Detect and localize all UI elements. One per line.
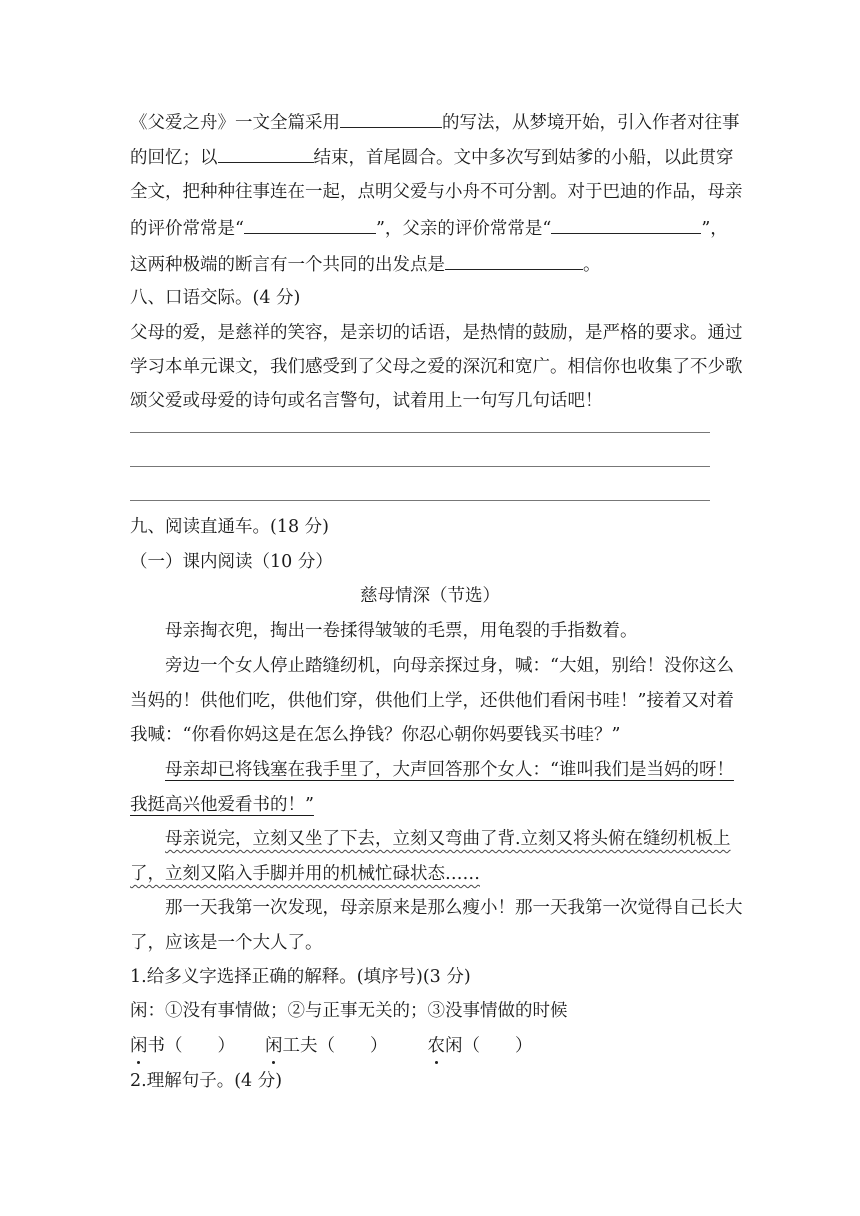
fill-line-1 [130, 109, 740, 135]
fill-text: ”， [701, 219, 728, 239]
section-8-heading: 八、口语交际。(4 分) [130, 288, 301, 308]
fill-text: 结束，首尾圆合。文中多次写到姑爹的小船，以此贯穿 [313, 148, 734, 168]
question-1: 1.给多义字选择正确的解释。(填序号)(3 分) [130, 967, 471, 987]
fill-text: 的写法，从梦境开始，引入作者对往事 [442, 113, 740, 133]
option-xianshu[interactable] [130, 1036, 235, 1056]
question-2: 2.理解句子。(4 分) [130, 1071, 283, 1091]
fill-text: 《父爱之舟》一文全篇采用 [130, 113, 340, 133]
passage-line: 母亲掏衣兜，掏出一卷揉得皱皱的毛票，用龟裂的手指数着。 [165, 621, 638, 641]
question-1-options [130, 1034, 533, 1058]
section-8-text-line: 学习本单元课文，我们感受到了父母之爱的深沉和宽广。相信你也收集了不少歌 [130, 357, 743, 377]
answer-blank[interactable] [218, 144, 314, 163]
fill-line-2 [130, 144, 734, 170]
underlined-sentence-line [165, 758, 734, 782]
answer-blank[interactable] [244, 215, 376, 234]
option-text: 闲 [445, 1036, 463, 1056]
section-9-heading: 九、阅读直通车。(18 分) [130, 517, 329, 537]
fill-text: 的回忆；以 [130, 148, 218, 168]
option-text: 工夫（ ） [282, 1036, 388, 1056]
answer-writing-line[interactable] [130, 500, 710, 501]
answer-blank[interactable] [340, 109, 442, 128]
passage-line: 我喊：“你看你妈这是在怎么挣钱？你忍心朝你妈要钱买书哇？” [130, 725, 621, 745]
option-nongxian[interactable] [428, 1036, 533, 1056]
fill-text: 这两种极端的断言有一个共同的出发点是 [130, 255, 445, 275]
question-1-definitions: 闲：①没有事情做；②与正事无关的；③没事情做的时候 [130, 1001, 568, 1021]
fill-text: 。 [583, 255, 601, 275]
wavy-underlined-text: 了，立刻又陷入手脚并用的机械忙碌状态…… [130, 864, 480, 884]
section-8-text-line: 颂父爱或母爱的诗句或名言警句，试着用上一句写几句话吧！ [130, 391, 603, 411]
emphasis-char: 闲 [265, 1036, 283, 1056]
option-xiangongfu[interactable] [265, 1036, 388, 1056]
emphasis-char: 农 [427, 1036, 445, 1056]
underlined-text: 我挺高兴他爱看书的！” [130, 795, 314, 815]
wavy-sentence-line [165, 827, 731, 851]
option-text: （ ） [462, 1036, 533, 1056]
fill-text: 的评价常常是“ [130, 219, 244, 239]
passage-line: 旁边一个女人停止踏缝纫机，向母亲探过身，喊：“大姐，别给！没你这么 [165, 656, 734, 676]
subsection-heading: （一）课内阅读（10 分） [130, 552, 333, 572]
passage-title: 慈母情深（节选） [360, 586, 500, 606]
passage-line: 那一天我第一次发现，母亲原来是那么瘦小！那一天我第一次觉得自己长大 [165, 898, 743, 918]
passage-line: 当妈的！供他们吃，供他们穿，供他们上学，还供他们看闲书哇！”接着又对着 [130, 691, 734, 711]
wavy-underlined-text: 母亲说完，立刻又坐了下去，立刻又弯曲了背.立刻又将头俯在缝纫机板上 [165, 829, 731, 849]
answer-blank[interactable] [551, 215, 701, 234]
underlined-sentence-line [130, 793, 314, 817]
answer-writing-line[interactable] [130, 466, 710, 467]
section-8-text-line: 父母的爱，是慈祥的笑容，是亲切的话语，是热情的鼓励，是严格的要求。通过 [130, 323, 743, 343]
fill-text: ”，父亲的评价常常是“ [375, 219, 552, 239]
fill-line-4 [130, 215, 728, 241]
option-text: 书（ ） [147, 1036, 235, 1056]
underlined-text: 母亲却已将钱塞在我手里了，大声回答那个女人：“谁叫我们是当妈的呀！ [165, 760, 734, 780]
fill-line-5 [130, 251, 601, 277]
answer-writing-line[interactable] [130, 432, 710, 433]
fill-line-3: 全文，把种种往事连在一起，点明父爱与小舟不可分割。对于巴迪的作品，母亲 [130, 182, 743, 202]
passage-line: 了，应该是一个大人了。 [130, 933, 323, 953]
answer-blank[interactable] [445, 251, 583, 270]
wavy-sentence-line [130, 862, 480, 886]
emphasis-char: 闲 [130, 1036, 148, 1056]
